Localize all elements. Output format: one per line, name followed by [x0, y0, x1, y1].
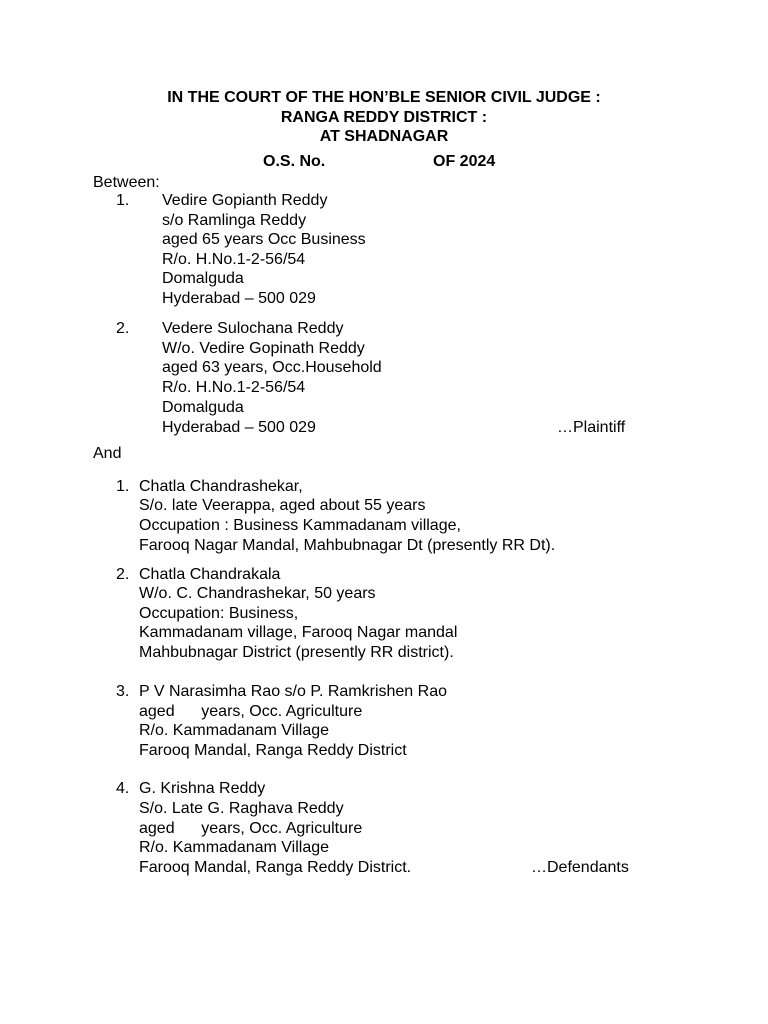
defendant-line: S/o. late Veerappa, aged about 55 years: [139, 497, 426, 514]
defendant-number: 3.: [116, 683, 130, 700]
plaintiff-line: Hyderabad – 500 029: [162, 290, 316, 307]
plaintiff-line: R/o. H.No.1-2-56/54: [162, 379, 306, 396]
defendant-line: P V Narasimha Rao s/o P. Ramkrishen Rao: [139, 683, 447, 700]
defendant-line: aged years, Occ. Agriculture: [139, 820, 363, 837]
plaintiff-number: 2.: [116, 320, 130, 337]
defendant-line: Occupation: Business,: [139, 605, 299, 622]
plaintiff-number: 1.: [116, 192, 130, 209]
plaintiff-line: Domalguda: [162, 399, 244, 416]
plaintiff-role-label: …Plaintiff: [557, 419, 626, 436]
defendant-line: Farooq Mandal, Ranga Reddy District.: [139, 859, 412, 876]
plaintiff-line: Vedere Sulochana Reddy: [162, 320, 344, 337]
defendant-line: S/o. Late G. Raghava Reddy: [139, 800, 344, 817]
plaintiff-line: aged 65 years Occ Business: [162, 231, 366, 248]
plaintiff-line: Hyderabad – 500 029: [162, 419, 316, 436]
defendant-number: 2.: [116, 566, 130, 583]
between-label: Between:: [93, 174, 160, 191]
os-year-label: OF 2024: [433, 153, 496, 170]
plaintiff-line: W/o. Vedire Gopinath Reddy: [162, 340, 365, 357]
and-label: And: [93, 445, 122, 462]
defendant-line: Chatla Chandrakala: [139, 566, 281, 583]
defendant-line: R/o. Kammadanam Village: [139, 839, 330, 856]
defendant-line: Farooq Nagar Mandal, Mahbubnagar Dt (presently RR Dt).: [139, 537, 556, 554]
defendant-line: G. Krishna Reddy: [139, 780, 266, 797]
defendant-line: Mahbubnagar District (presently RR district).: [139, 644, 454, 661]
district-line: RANGA REDDY DISTRICT :: [280, 109, 488, 126]
defendant-line: Kammadanam village, Farooq Nagar mandal: [139, 624, 458, 641]
defendant-number: 1.: [116, 478, 130, 495]
defendant-line: R/o. Kammadanam Village: [139, 722, 330, 739]
court-title: IN THE COURT OF THE HON’BLE SENIOR CIVIL JUDGE :: [167, 89, 601, 106]
plaintiff-line: Domalguda: [162, 270, 244, 287]
os-number-label: O.S. No.: [263, 153, 326, 170]
location-line: AT SHADNAGAR: [319, 128, 449, 145]
defendant-line: Farooq Mandal, Ranga Reddy District: [139, 742, 407, 759]
defendant-number: 4.: [116, 780, 130, 797]
defendants-role-label: …Defendants: [531, 859, 629, 876]
plaintiff-line: Vedire Gopianth Reddy: [162, 192, 328, 209]
defendant-line: W/o. C. Chandrashekar, 50 years: [139, 585, 376, 602]
defendant-line: Occupation : Business Kammadanam village,: [139, 517, 461, 534]
plaintiff-line: s/o Ramlinga Reddy: [162, 212, 307, 229]
defendant-line: Chatla Chandrashekar,: [139, 478, 303, 495]
defendant-line: aged years, Occ. Agriculture: [139, 703, 363, 720]
plaintiff-line: aged 63 years, Occ.Household: [162, 359, 382, 376]
plaintiff-line: R/o. H.No.1-2-56/54: [162, 251, 306, 268]
